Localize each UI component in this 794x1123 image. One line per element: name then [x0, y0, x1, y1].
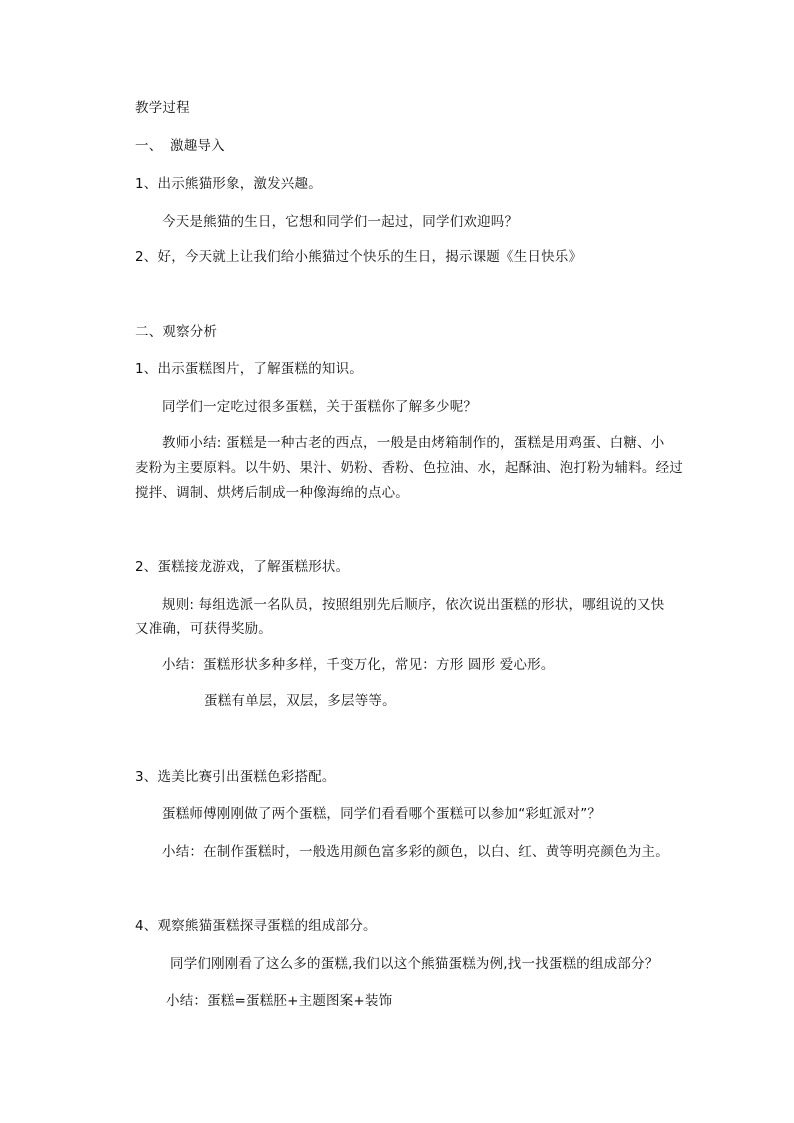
s1-item-1-text: 今天是熊猫的生日，它想和同学们一起过，同学们欢迎吗？	[162, 214, 519, 230]
s2-item-1: 1、出示蛋糕图片，了解蛋糕的知识。	[135, 361, 363, 377]
s2-summary-line-1: 教师小结: 蛋糕是一种古老的西点，一般是由烤箱制作的，蛋糕是用鸡蛋、白糖、小	[162, 435, 665, 451]
s2-summary-2-continued: 蛋糕有单层，双层，多层等等。	[204, 693, 396, 709]
s2-summary-line-2: 麦粉为主要原料。以牛奶、果汁、奶粉、香粉、色拉油、水，起酥油、泡打粉为辅料。经过	[135, 460, 683, 476]
s2-item-4-text: 同学们刚刚看了这么多的蛋糕,我们以这个熊猫蛋糕为例,找一找蛋糕的组成部分？	[170, 956, 659, 972]
s2-summary-3: 小结：在制作蛋糕时，一般选用颜色富多彩的颜色，以白、红、黄等明亮颜色为主。	[162, 844, 669, 860]
s1-item-2: 2、好，今天就上让我们给小熊猫过个快乐的生日，揭示课题《生日快乐》	[135, 249, 583, 265]
section-2-heading: 二、观察分析	[135, 324, 218, 340]
section-1-heading: 激趣导入	[170, 138, 225, 154]
s2-item-4: 4、观察熊猫蛋糕探寻蛋糕的组成部分。	[135, 918, 377, 934]
s1-item-1: 1、出示熊猫形象，激发兴趣。	[135, 176, 322, 192]
s2-item-1-question: 同学们一定吃过很多蛋糕，关于蛋糕你了解多少呢？	[162, 399, 478, 415]
s2-summary-4: 小结：蛋糕=蛋糕胚+主题图案+装饰	[166, 993, 393, 1009]
s2-summary-2: 小结：蛋糕形状多种多样，千变万化，常见：方形 圆形 爱心形。	[162, 657, 555, 673]
section-1-number: 一、	[135, 138, 163, 154]
s2-item-3: 3、选美比赛引出蛋糕色彩搭配。	[135, 769, 336, 785]
s2-rule-line-1: 规则: 每组选派一名队员，按照组别先后顺序，依次说出蛋糕的形状，哪组说的又快	[162, 597, 665, 613]
s2-item-3-text: 蛋糕师傅刚刚做了两个蛋糕，同学们看看哪个蛋糕可以参加“彩虹派对”？	[162, 806, 602, 822]
doc-title: 教学过程	[135, 100, 190, 116]
s2-item-2: 2、蛋糕接龙游戏，了解蛋糕形状。	[135, 559, 350, 575]
s2-rule-line-2: 又准确，可获得奖励。	[135, 621, 272, 637]
s2-summary-line-3: 搅拌、调制、烘烤后制成一种像海绵的点心。	[135, 485, 409, 501]
